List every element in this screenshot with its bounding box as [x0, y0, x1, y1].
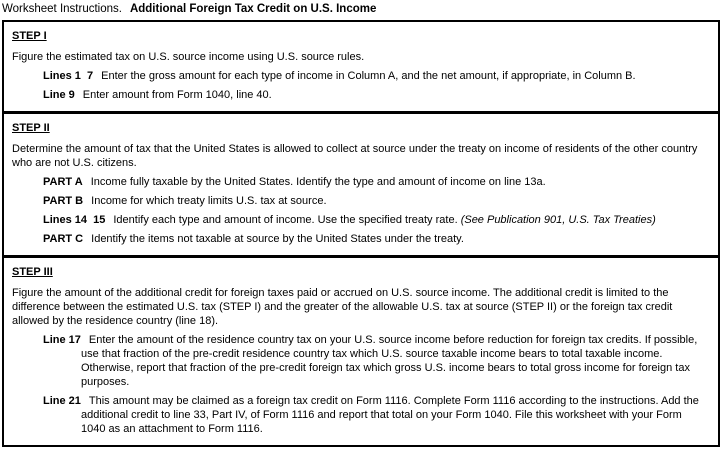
instruction-item-lines-1-7 — [43, 69, 708, 83]
item-text: Income fully taxable by the United States. Identify the type and amount of income on line 13a. — [90, 176, 546, 188]
section-step-1 — [4, 22, 718, 111]
item-label: PART B — [43, 195, 84, 207]
item-label: PART C — [43, 233, 84, 245]
item-text: Enter the amount of the residence country tax on your U.S. source income before reduction for foreign tax credits. If possible, use that fraction of the pre-credit residence country tax which U.S. source taxable income bears to total taxable income. Otherwise, report that fraction of the pre-credit foreign tax which gross U.S. income bears to total gross income for foreign tax purposes. — [81, 334, 698, 388]
worksheet-box — [2, 20, 720, 447]
item-text: Enter amount from Form 1040, line 40. — [82, 89, 272, 101]
instruction-item-lines-14-15 — [43, 213, 708, 227]
page-title — [0, 0, 721, 15]
step-1-intro: Figure the estimated tax on U.S. source income using U.S. source rules. — [12, 51, 365, 63]
section-step-3 — [4, 255, 718, 445]
instruction-item-line-9 — [43, 88, 708, 102]
item-label: PART A — [43, 176, 83, 188]
section-step-2 — [4, 111, 718, 255]
item-label: Lines 14 15 — [43, 214, 106, 226]
step-1-heading-text: STEP I — [12, 30, 47, 42]
instruction-item-line-21 — [43, 394, 708, 436]
item-text: Identify the items not taxable at source by the United States under the treaty. — [91, 233, 464, 245]
instruction-item-part-c — [43, 232, 708, 246]
instruction-item-part-b — [43, 194, 708, 208]
step-2-intro: Determine the amount of tax that the United States is allowed to collect at source under the treaty on income of residents of the other country who are not U.S. citizens. — [12, 143, 698, 169]
item-note-italic: (See Publication 901, U.S. Tax Treaties) — [460, 214, 656, 226]
step-3-intro: Figure the amount of the additional credit for foreign taxes paid or accrued on U.S. source income. The additional credit is limited to the difference between the estimated U.S. tax (STEP I) and the greater of the allowable U.S. tax at source (STEP II) or the foreign tax credit allowed by the residence country (line 18). — [12, 287, 673, 327]
step-3-heading-text: STEP III — [12, 266, 53, 278]
item-label: Lines 1 7 — [43, 70, 94, 82]
item-text: Identify each type and amount of income. Use the specified treaty rate. — [113, 214, 461, 226]
step-2-heading-text: STEP II — [12, 122, 50, 134]
title-subject: Additional Foreign Tax Credit on U.S. Income — [129, 3, 377, 15]
instruction-item-line-17 — [43, 333, 708, 389]
item-text: Income for which treaty limits U.S. tax at source. — [91, 195, 327, 207]
title-prefix: Worksheet Instructions. — [2, 3, 122, 15]
item-text: This amount may be claimed as a foreign tax credit on Form 1116. Complete Form 1116 according to the instructions. Add the additional credit to line 33, Part IV, of Form 1116 and report that total on your Form 1040. File this worksheet with your Form 1040 as an attachment to Form 1116. — [81, 395, 699, 435]
instruction-item-part-a — [43, 175, 708, 189]
step-2-heading — [12, 122, 708, 134]
step-3-heading — [12, 266, 708, 278]
item-label: Line 21 — [43, 395, 81, 407]
item-text: Enter the gross amount for each type of income in Column A, and the net amount, if appropriate, in Column B. — [101, 70, 636, 82]
item-label: Line 17 — [43, 334, 81, 346]
item-label: Line 9 — [43, 89, 75, 101]
step-1-heading — [12, 30, 708, 42]
